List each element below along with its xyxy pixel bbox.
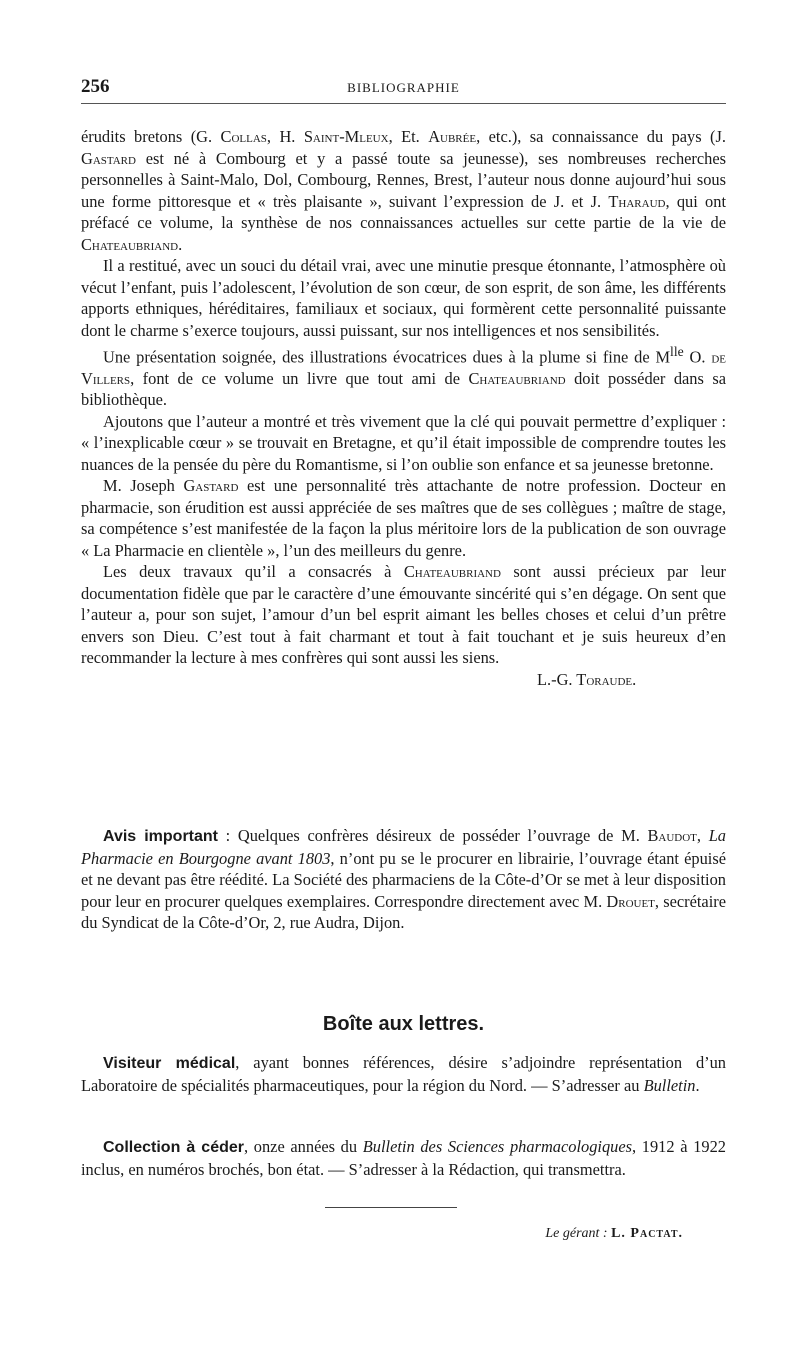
author-name: Chateaubriand: [81, 234, 179, 254]
header-rule: [81, 103, 726, 104]
end-rule: [325, 1207, 457, 1208]
author-name: Baudot: [647, 826, 697, 845]
classified-ad-medical-visitor: [81, 1052, 726, 1096]
superscript: lle: [670, 344, 684, 359]
text-run: , qui ont préfacé ce volume, la synthèse de nos connaissances actuelles sur cette partie de la vie de: [81, 191, 726, 232]
text-run: est né à Combourg et y a passé toute sa jeunesse), ses nombreuses recherches personnelles à Saint-Malo, Dol, Combourg, Rennes, Brest, l’auteur nous donne aujourd’hui sous une forme pittoresque et « très plaisante », suivant l’expression de J. et J.: [81, 148, 726, 211]
text-run: M. Joseph: [103, 476, 184, 496]
author-name: Gastard: [81, 148, 136, 168]
review-signature: L.-G. Toraude.: [537, 669, 637, 689]
text-run: , onze années du: [244, 1137, 363, 1156]
review-paragraph-4: Ajoutons que l’auteur a montré et très vivement que la clé qui pouvait permettre d’expliquer : « l’inexplicable cœur » se trouvait en Bretagne, et qu’il était impossible de comprendre toutes les nuances de la pensée du père du Romantisme, si l’on oublie son enfance et sa jeunesse bretonne.: [81, 411, 726, 474]
review-paragraph-1: [81, 126, 726, 255]
text-run: ,: [696, 826, 709, 845]
author-name: Chateaubriand: [403, 562, 501, 582]
text-run: .: [695, 1075, 700, 1095]
manager-name: L. Pactat.: [611, 1226, 683, 1241]
text-run: doit posséder dans sa bibliothèque.: [81, 368, 726, 410]
important-notice: [81, 825, 726, 934]
text-run: , H.: [266, 127, 304, 146]
text-run: , 1912 à 1922 inclus, en numéros brochés, bon état. — S’adresser à la Rédaction, qui transmettra.: [81, 1137, 726, 1179]
author-name: Saint-Mleux: [303, 127, 389, 146]
book-review: [81, 126, 726, 690]
text-run: Les deux travaux qu’il a consacrés à: [103, 562, 404, 582]
text-run: est une personnalité très attachante de notre profession. Docteur en pharmacie, son érudition est aussi appréciée de ses maîtres que de ses collègues ; maître de stage, sa compétence s’est manifestée de la façon la plus méritoire lors de la publication de son ouvrage « La Pharmacie en clientèle », l’un des meilleurs du genre.: [81, 476, 726, 560]
text-run: Une présentation soignée, des illustrations évocatrices dues à la plume si fine de M: [103, 347, 671, 367]
text-run: , secrétaire du Syndicat de la Côte-d’Or, 2, rue Audra, Dijon.: [81, 891, 726, 932]
review-paragraph-5: [81, 475, 726, 561]
ad-heading: Collection à céder: [103, 1139, 244, 1156]
ad-paragraph: [81, 1052, 726, 1096]
author-name: Aubrée: [428, 127, 477, 146]
text-run: : Quelques confrères désireux de posséder l’ouvrage de M.: [218, 826, 648, 845]
review-paragraph-2: Il a restitué, avec un souci du détail vrai, avec une minutie presque étonnante, l’atmosphère où vécut l’enfant, puis l’adolescent, l’évolution de son cœur, de son esprit, de son âme, les différents apports ethniques, héréditaires, familiaux et sociaux, qui formèrent cette personnalité puissante dont le charme s’exerce toujours, aussi puissant, sur nos intelligences et nos sensibilités.: [81, 256, 726, 340]
review-paragraph-3: [81, 341, 726, 411]
page-header: [81, 72, 726, 102]
contact-name: Drouet: [606, 891, 655, 911]
text-run: érudits bretons (G.: [81, 127, 221, 146]
book-title: La Pharmacie en Bourgogne avant 1803: [81, 826, 726, 868]
ad-paragraph: [81, 1136, 726, 1180]
manager-line: [81, 1226, 683, 1242]
text-run: , etc.), sa connaissance du pays (J.: [476, 127, 726, 146]
notice-heading: Avis important: [103, 828, 218, 845]
text-run: O.: [683, 347, 712, 367]
page-number: 256: [81, 76, 110, 97]
text-run: , ayant bonnes références, désire s’adjoindre représentation d’un Laboratoire de spécialités pharmaceutiques, pour la région du Nord. — S’adresser au: [81, 1053, 726, 1095]
author-name: Tharaud: [608, 191, 666, 211]
notice-paragraph: [81, 825, 726, 934]
text-run: , n’ont pu se le procurer en librairie, l’ouvrage étant épuisé et ne devant pas être réédité. La Société des pharmaciens de la Côte-d’Or se met à leur disposition pour leur en procurer quelques exemplaires. Correspondre directement avec M.: [81, 848, 726, 911]
text-run: , font de ce volume un livre que tout ami de: [130, 368, 469, 388]
text-run: sont aussi précieux par leur documentation fidèle que par le caractère d’une émouvante sincérité qui s’en dégage. On sent que l’auteur a, pour son sujet, l’amour d’un bel esprit aimant les belles choses et celui d’un prêtre envers son Dieu. C’est tout à fait charmant et tout à fait touchant et je suis heureux d’en recommander la lecture à mes confrères qui sont aussi les siens.: [81, 562, 726, 668]
manager-label: Le gérant :: [545, 1226, 608, 1241]
text-run: , Et.: [388, 127, 429, 146]
text-run: .: [178, 234, 183, 254]
illustrator-name: de Villers: [81, 347, 726, 388]
author-name: Chateaubriand: [468, 368, 566, 388]
ad-heading: Visiteur médical: [103, 1055, 236, 1072]
section-title: Boîte aux lettres.: [322, 1013, 485, 1035]
review-paragraph-6: [81, 561, 726, 690]
journal-title: Bulletin des Sciences pharmacologiques: [362, 1137, 632, 1156]
classified-ad-collection: [81, 1136, 726, 1180]
author-name: Collas: [220, 127, 267, 146]
author-name: Gastard: [183, 476, 239, 496]
journal-title: Bulletin: [643, 1075, 696, 1095]
running-head: BIBLIOGRAPHIE: [347, 80, 460, 95]
